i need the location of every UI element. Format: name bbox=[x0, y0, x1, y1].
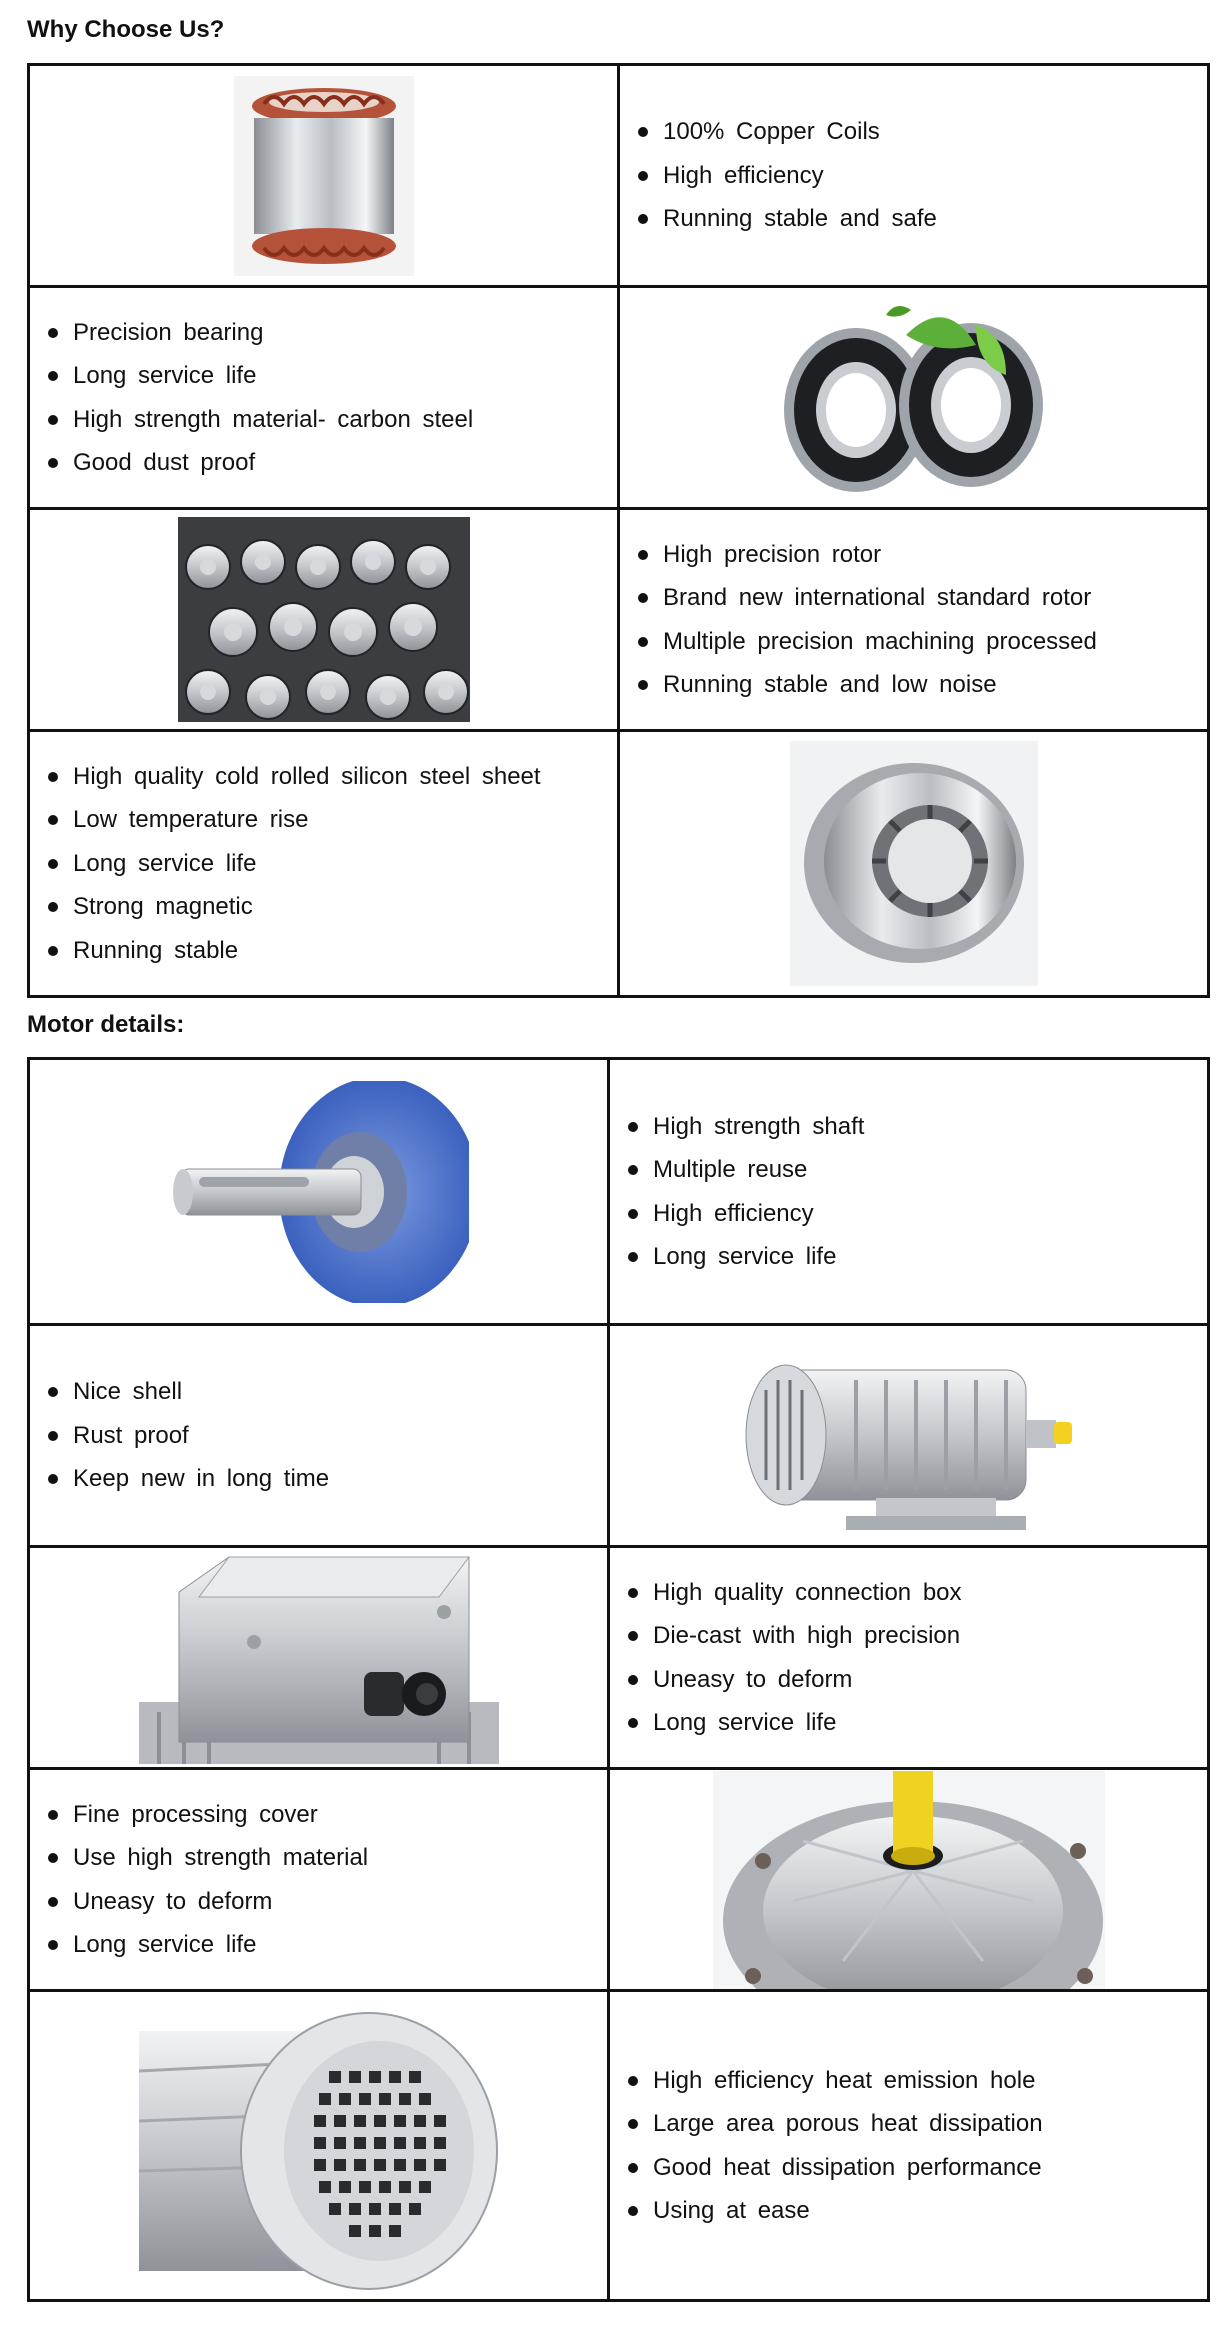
list-item: High precision rotor bbox=[636, 533, 1207, 577]
image-cell bbox=[29, 1059, 609, 1325]
feature-cell bbox=[609, 1059, 1209, 1325]
list-item: Uneasy to deform bbox=[46, 1880, 607, 1924]
list-item: High strength shaft bbox=[626, 1105, 1207, 1149]
feature-list bbox=[30, 1793, 607, 1967]
image-cell bbox=[29, 509, 619, 731]
feature-cell bbox=[29, 1769, 609, 1991]
table-row bbox=[29, 65, 1209, 287]
list-item: Large area porous heat dissipation bbox=[626, 2102, 1207, 2146]
motor-shell-image bbox=[736, 1330, 1082, 1542]
list-item: Long service life bbox=[46, 842, 617, 886]
feature-cell bbox=[29, 731, 619, 997]
table-row bbox=[29, 287, 1209, 509]
list-item: Brand new international standard rotor bbox=[636, 576, 1207, 620]
feature-list bbox=[610, 1571, 1207, 1745]
connection-box-image bbox=[139, 1552, 499, 1764]
feature-cell bbox=[29, 287, 619, 509]
table-row bbox=[29, 1059, 1209, 1325]
list-item: Good dust proof bbox=[46, 441, 617, 485]
end-cover-image bbox=[713, 1771, 1105, 1989]
feature-cell bbox=[619, 65, 1209, 287]
image-cell bbox=[619, 731, 1209, 997]
list-item: High efficiency heat emission hole bbox=[626, 2059, 1207, 2103]
table-row bbox=[29, 1991, 1209, 2301]
shaft-image bbox=[169, 1081, 469, 1303]
feature-list bbox=[620, 110, 1207, 241]
list-item: Strong magnetic bbox=[46, 885, 617, 929]
list-item: High strength material- carbon steel bbox=[46, 398, 617, 442]
table-row bbox=[29, 509, 1209, 731]
feature-list bbox=[30, 1370, 607, 1501]
image-cell bbox=[609, 1325, 1209, 1547]
table-row bbox=[29, 1325, 1209, 1547]
list-item: Long service life bbox=[46, 354, 617, 398]
list-item: Using at ease bbox=[626, 2189, 1207, 2233]
feature-list bbox=[30, 311, 617, 485]
feature-list bbox=[620, 533, 1207, 707]
list-item: Good heat dissipation performance bbox=[626, 2146, 1207, 2190]
list-item: High efficiency bbox=[626, 1192, 1207, 1236]
table-row bbox=[29, 731, 1209, 997]
rotor-image bbox=[178, 517, 470, 722]
list-item: 100% Copper Coils bbox=[636, 110, 1207, 154]
feature-cell bbox=[619, 509, 1209, 731]
list-item: Precision bearing bbox=[46, 311, 617, 355]
list-item: Long service life bbox=[626, 1235, 1207, 1279]
list-item: Running stable and safe bbox=[636, 197, 1207, 241]
list-item: Long service life bbox=[626, 1701, 1207, 1745]
feature-list bbox=[610, 1105, 1207, 1279]
feature-cell bbox=[609, 1991, 1209, 2301]
table-row bbox=[29, 1769, 1209, 1991]
list-item: Running stable bbox=[46, 929, 617, 973]
fan-cover-image bbox=[139, 2001, 499, 2291]
list-item: Use high strength material bbox=[46, 1836, 607, 1880]
image-cell bbox=[29, 65, 619, 287]
list-item: Running stable and low noise bbox=[636, 663, 1207, 707]
table-row bbox=[29, 1547, 1209, 1769]
motor-details-heading: Motor details: bbox=[27, 1011, 185, 1038]
list-item: Die-cast with high precision bbox=[626, 1614, 1207, 1658]
list-item: Multiple reuse bbox=[626, 1148, 1207, 1192]
list-item: Long service life bbox=[46, 1923, 607, 1967]
list-item: High quality connection box bbox=[626, 1571, 1207, 1615]
silicon-steel-core-image bbox=[790, 741, 1038, 986]
list-item: Rust proof bbox=[46, 1414, 607, 1458]
list-item: Uneasy to deform bbox=[626, 1658, 1207, 1702]
why-choose-us-heading: Why Choose Us? bbox=[27, 16, 225, 43]
why-choose-us-table bbox=[27, 63, 1210, 998]
list-item: High quality cold rolled silicon steel sheet bbox=[46, 755, 617, 799]
motor-details-table bbox=[27, 1057, 1210, 2302]
image-cell bbox=[619, 287, 1209, 509]
image-cell bbox=[609, 1769, 1209, 1991]
feature-cell bbox=[29, 1325, 609, 1547]
feature-cell bbox=[609, 1547, 1209, 1769]
bearing-image bbox=[766, 295, 1062, 500]
image-cell bbox=[29, 1547, 609, 1769]
list-item: High efficiency bbox=[636, 154, 1207, 198]
feature-list bbox=[30, 755, 617, 973]
list-item: Low temperature rise bbox=[46, 798, 617, 842]
list-item: Keep new in long time bbox=[46, 1457, 607, 1501]
list-item: Multiple precision machining processed bbox=[636, 620, 1207, 664]
feature-list bbox=[610, 2059, 1207, 2233]
list-item: Nice shell bbox=[46, 1370, 607, 1414]
stator-coil-image bbox=[234, 76, 414, 276]
list-item: Fine processing cover bbox=[46, 1793, 607, 1837]
image-cell bbox=[29, 1991, 609, 2301]
